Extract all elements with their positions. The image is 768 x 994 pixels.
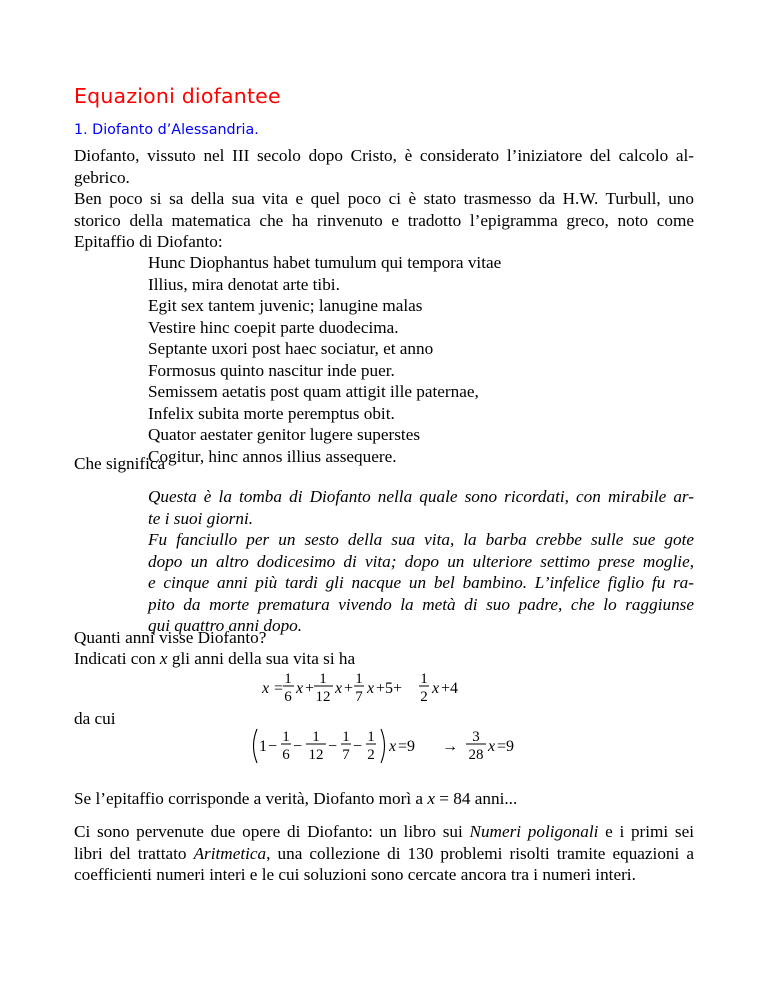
intro-line: storico della matematica che ha rinvenuto e tradotto l’epigramma greco, noto come <box>74 210 694 230</box>
works-line: libri del trattato Aritmetica, una collezione di 130 problemi risolti tramite equazioni a <box>74 843 694 863</box>
eq1-plus-five: +5+ <box>376 680 403 697</box>
fraction-numerator: 1 <box>284 671 292 687</box>
intro-line: gebrico. <box>74 167 130 187</box>
eq2-minus: − <box>353 738 363 755</box>
translation-line: Questa è la tomba di Diofanto nella quale sono ricordati, con mirabile ar- <box>148 487 694 506</box>
section-heading: 1. Diofanto d’Alessandria. <box>74 122 259 138</box>
eq2-left-paren <box>254 729 258 763</box>
fraction-numerator: 1 <box>420 671 428 687</box>
svg-text:12: 12 <box>308 747 324 763</box>
epigram-line: Semissem aetatis post quam attigit ille paternae, <box>148 382 479 401</box>
fraction-denominator: 6 <box>284 689 292 705</box>
epigram-line: Hunc Diophantus habet tumulum qui tempora vitae <box>148 253 502 272</box>
eq1-fraction-1-2 <box>419 671 429 705</box>
conclusion-post: = 84 anni... <box>434 789 518 808</box>
eq1-plus: + <box>344 680 354 697</box>
indicati-post: gli anni della sua vita si ha <box>167 649 356 668</box>
eq1-lhs: x <box>262 680 270 697</box>
epigram-line: Infelix subita morte peremptus obit. <box>148 403 395 423</box>
epigram-line: Quator aestater genitor lugere superstes <box>148 425 421 444</box>
svg-text:6: 6 <box>282 747 290 763</box>
che-significa: Che significa <box>74 454 166 473</box>
variable-x: x <box>427 789 435 808</box>
translation-line: e cinque anni più tardi gli nacque un bel bambino. L’infelice figlio fu ra- <box>148 573 694 592</box>
eq2-result-rhs: =9 <box>497 738 515 755</box>
fraction-denominator: 12 <box>315 689 331 705</box>
eq1-equals: = <box>274 680 284 697</box>
eq1-var: x <box>335 680 343 697</box>
svg-text:1: 1 <box>367 729 375 745</box>
eq2-rhs: =9 <box>398 738 416 755</box>
works-paragraph <box>74 821 694 886</box>
eq1-var: x <box>432 680 440 697</box>
epigram-line: Septante uxori post haec sociatur, et anno <box>148 339 434 358</box>
eq2-fraction-1-6 <box>281 729 291 763</box>
works-line: Ci sono pervenute due opere di Diofanto: un libro sui Numeri poligonali e i primi sei <box>74 822 694 841</box>
eq2-minus: − <box>328 738 338 755</box>
eq2-minus: − <box>268 738 278 755</box>
translation-line: dopo un altro dodicesimo di vita; dopo un ulteriore settimo prese moglie, <box>148 551 694 571</box>
eq2-minus: − <box>293 738 303 755</box>
intro-line: Ben poco si sa della sua vita e quel poco ci è stato trasmesso da H.W. Turbull, uno <box>74 189 694 208</box>
page-title: Equazioni diofantee <box>74 84 281 108</box>
eq2-one: 1 <box>259 738 267 755</box>
intro-line: Diofanto, vissuto nel III secolo dopo Cristo, è considerato l’iniziatore del calcolo al- <box>74 146 694 165</box>
eq2-fraction-1-12 <box>306 729 326 763</box>
svg-text:1: 1 <box>342 729 350 745</box>
eq2-right-paren <box>381 729 385 763</box>
eq2-fraction-1-7 <box>341 729 351 763</box>
conclusion <box>74 788 694 810</box>
translation-line: pito da morte prematura vivendo la metà di suo padre, che lo raggiunse <box>148 594 694 614</box>
title-numeri-poligonali: Numeri poligonali <box>469 822 599 841</box>
arrow-icon: → <box>442 738 458 755</box>
svg-text:1: 1 <box>282 729 290 745</box>
question: Quanti anni visse Diofanto? <box>74 628 267 647</box>
fraction-numerator: 1 <box>319 671 327 687</box>
epigram-line: Vestire hinc coepit parte duodecima. <box>148 317 399 337</box>
svg-text:2: 2 <box>367 747 375 763</box>
fraction-numerator: 3 <box>472 729 480 745</box>
epigram-line: Illius, mira denotat arte tibi. <box>148 274 340 294</box>
intro-line: Epitaffio di Diofanto: <box>74 232 223 251</box>
eq2-var: x <box>389 738 397 755</box>
epigram-line: Egit sex tantem juvenic; lanugine malas <box>148 296 423 315</box>
epigram-line: Cogitur, hinc annos illius assequere. <box>148 446 397 466</box>
svg-text:7: 7 <box>342 747 350 763</box>
variable-x: x <box>159 649 168 668</box>
eq1-var: x <box>367 680 375 697</box>
title-aritmetica: Aritmetica <box>193 843 267 863</box>
eq2-result-var: x <box>488 738 496 755</box>
translation-line: qui quattro anni dopo. <box>148 616 303 635</box>
eq1-plus: + <box>305 680 315 697</box>
da-cui: da cui <box>74 709 116 728</box>
eq2-fraction-1-2 <box>366 729 376 763</box>
works-line: coefficienti numeri interi e le cui soluzioni sono cercate ancora tra i numeri interi. <box>74 865 636 884</box>
translation-line: te i suoi giorni. <box>148 508 254 528</box>
fraction-denominator: 28 <box>468 747 484 763</box>
eq2-result-fraction <box>466 729 486 763</box>
conclusion-pre: Se l’epitaffio corrisponde a verità, Diofanto morì a <box>74 789 428 808</box>
epigram-line: Formosus quinto nascitur inde puer. <box>148 360 395 380</box>
eq1-fraction-1-7 <box>354 671 364 705</box>
eq1-var: x <box>296 680 304 697</box>
translation-line: Fu fanciullo per un sesto della sua vita, la barba crebbe sulle sue gote <box>148 530 694 549</box>
fraction-numerator: 1 <box>355 671 363 687</box>
eq1-fraction-1-12 <box>314 671 333 705</box>
eq1-plus-four: +4 <box>441 680 459 697</box>
svg-text:1: 1 <box>312 729 320 745</box>
fraction-denominator: 2 <box>420 689 428 705</box>
eq1-fraction-1-6 <box>283 671 294 705</box>
fraction-denominator: 7 <box>355 689 363 705</box>
indicati-pre: Indicati con <box>74 649 160 668</box>
